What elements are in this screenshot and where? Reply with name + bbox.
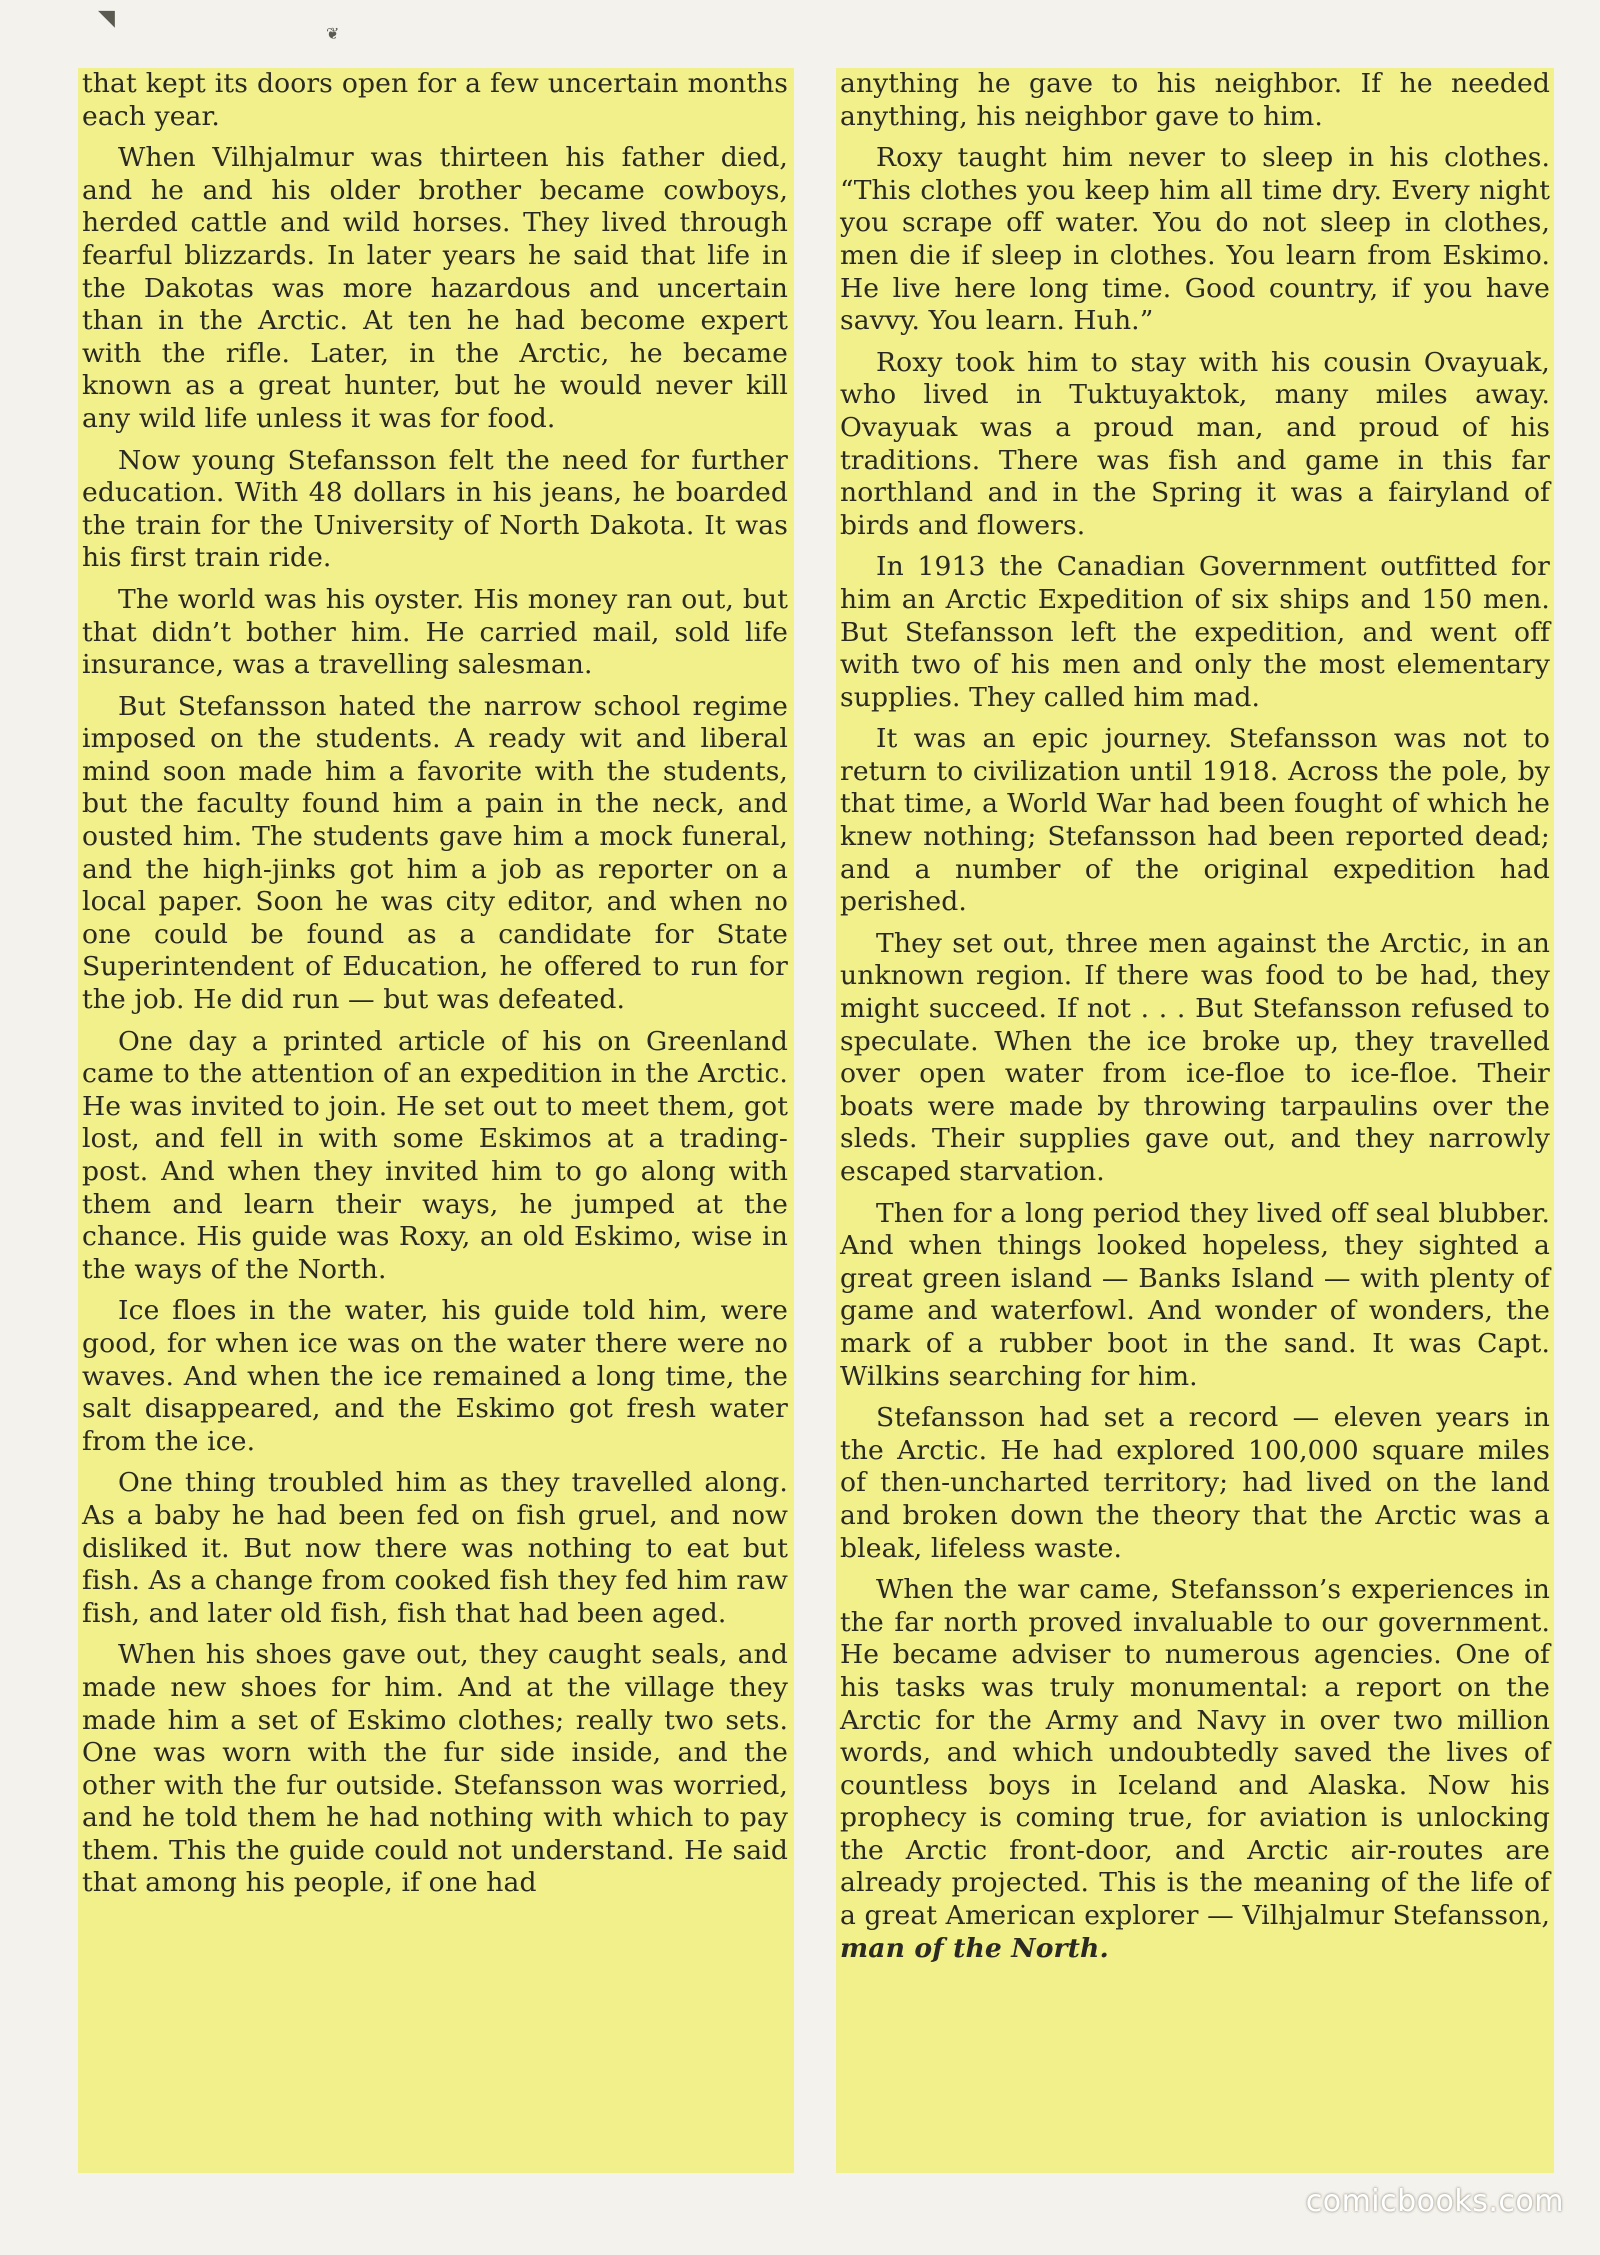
paragraph: Stefansson had set a record — eleven years in the Arctic. He had explored 100,000 square miles of then-uncharted territory; had lived on the land and broken down the theory that the Arctic was a bleak, lifeless waste.: [840, 1402, 1550, 1564]
paragraph: It was an epic journey. Stefansson was not to return to civilization until 1918. Across the pole, by that time, a World War had been fought of which he knew nothing; Stefansson had been reported dead; and a number of the original expedition had perished.: [840, 723, 1550, 918]
paragraph: One thing troubled him as they travelled along. As a baby he had been fed on fish gruel, and now disliked it. But now there was nothing to eat but fish. As a change from cooked fish they fed him raw fish, and later old fish, fish that had been aged.: [82, 1467, 788, 1629]
left-text-column: [78, 68, 794, 2173]
paragraph: Now young Stefansson felt the need for further education. With 48 dollars in his jeans, he boarded the train for the University of North Dakota. It was his first train ride.: [82, 444, 788, 574]
paragraph: The world was his oyster. His money ran out, but that didn’t bother him. He carried mail, sold life insurance, was a travelling salesman.: [82, 583, 788, 681]
closing-signature: man of the North.: [840, 1932, 1109, 1964]
paragraph: Roxy took him to stay with his cousin Ovayuak, who lived in Tuktuyaktok, many miles away. Ovayuak was a proud man, and proud of his traditions. There was fish and game in this far northland and in the Spring it was a fairyland of birds and flowers.: [840, 346, 1550, 541]
paragraph: One day a printed article of his on Greenland came to the attention of an expedition in the Arctic. He was invited to join. He set out to meet them, got lost, and fell in with some Eskimos at a trading-post. And when they invited him to go along with them and learn their ways, he jumped at the chance. His guide was Roxy, an old Eskimo, wise in the ways of the North.: [82, 1025, 788, 1285]
watermark: comicbooks.com: [1305, 2184, 1564, 2219]
paragraph: Roxy taught him never to sleep in his clothes. “This clothes you keep him all time dry. Every night you scrape off water. You do not sleep in clothes, men die if sleep in clothes. You learn from Eskimo. He live here long time. Good country, if you have savvy. You learn. Huh.”: [840, 142, 1550, 337]
closing-text: When the war came, Stefansson’s experiences in the far north proved invaluable to our government. He became adviser to numerous agencies. One of his tasks was truly monumental: a report on the Arctic for the Army and Navy in over two million words, and which undoubtedly saved the lives of countless boys in Iceland and Alaska. Now his prophecy is coming true, for aviation is unlocking the Arctic front-door, and Arctic air-routes are already projected. This is the meaning of the life of a great American explorer — Vilhjalmur Stefansson,: [840, 1574, 1550, 1932]
paragraph: They set out, three men against the Arctic, in an unknown region. If there was food to be had, they might succeed. If not . . . But Stefansson refused to speculate. When the ice broke up, they travelled over open water from ice-floe to ice-floe. Their boats were made by throwing tarpaulins over the sleds. Their supplies gave out, and they narrowly escaped starvation.: [840, 927, 1550, 1187]
closing-paragraph: [840, 1574, 1550, 1965]
print-speck: ◥: [98, 6, 115, 31]
paragraph: In 1913 the Canadian Government outfitted for him an Arctic Expedition of six ships and 150 men. But Stefansson left the expedition, and went off with two of his men and only the most elementary supplies. They called him mad.: [840, 551, 1550, 713]
paragraph: But Stefansson hated the narrow school regime imposed on the students. A ready wit and liberal mind soon made him a favorite with the students, but the faculty found him a pain in the neck, and ousted him. The students gave him a mock funeral, and the high-jinks got him a job as reporter on a local paper. Soon he was city editor, and when no one could be found as a candidate for State Superintendent of Education, he offered to run for the job. He did run — but was defeated.: [82, 690, 788, 1016]
paragraph: Ice floes in the water, his guide told him, were good, for when ice was on the water there were no waves. And when the ice remained a long time, the salt disappeared, and the Eskimo got fresh water from the ice.: [82, 1295, 788, 1457]
right-text-column: [836, 68, 1554, 2173]
paragraph: anything he gave to his neighbor. If he needed anything, his neighbor gave to him.: [840, 68, 1550, 132]
paragraph: that kept its doors open for a few uncertain months each year.: [82, 68, 788, 132]
paragraph: When Vilhjalmur was thirteen his father died, and he and his older brother became cowboys, herded cattle and wild horses. They lived through fearful blizzards. In later years he said that life in the Dakotas was more hazardous and uncertain than in the Arctic. At ten he had become expert with the rifle. Later, in the Arctic, he became known as a great hunter, but he would never kill any wild life unless it was for food.: [82, 142, 788, 434]
print-speck: ❦: [326, 24, 340, 43]
paragraph: When his shoes gave out, they caught seals, and made new shoes for him. And at the village they made him a set of Eskimo clothes; really two sets. One was worn with the fur side inside, and the other with the fur outside. Stefansson was worried, and he told them he had nothing with which to pay them. This the guide could not understand. He said that among his people, if one had: [82, 1639, 788, 1899]
paragraph: Then for a long period they lived off seal blubber. And when things looked hopeless, they sighted a great green island — Banks Island — with plenty of game and waterfowl. And wonder of wonders, the mark of a rubber boot in the sand. It was Capt. Wilkins searching for him.: [840, 1197, 1550, 1392]
